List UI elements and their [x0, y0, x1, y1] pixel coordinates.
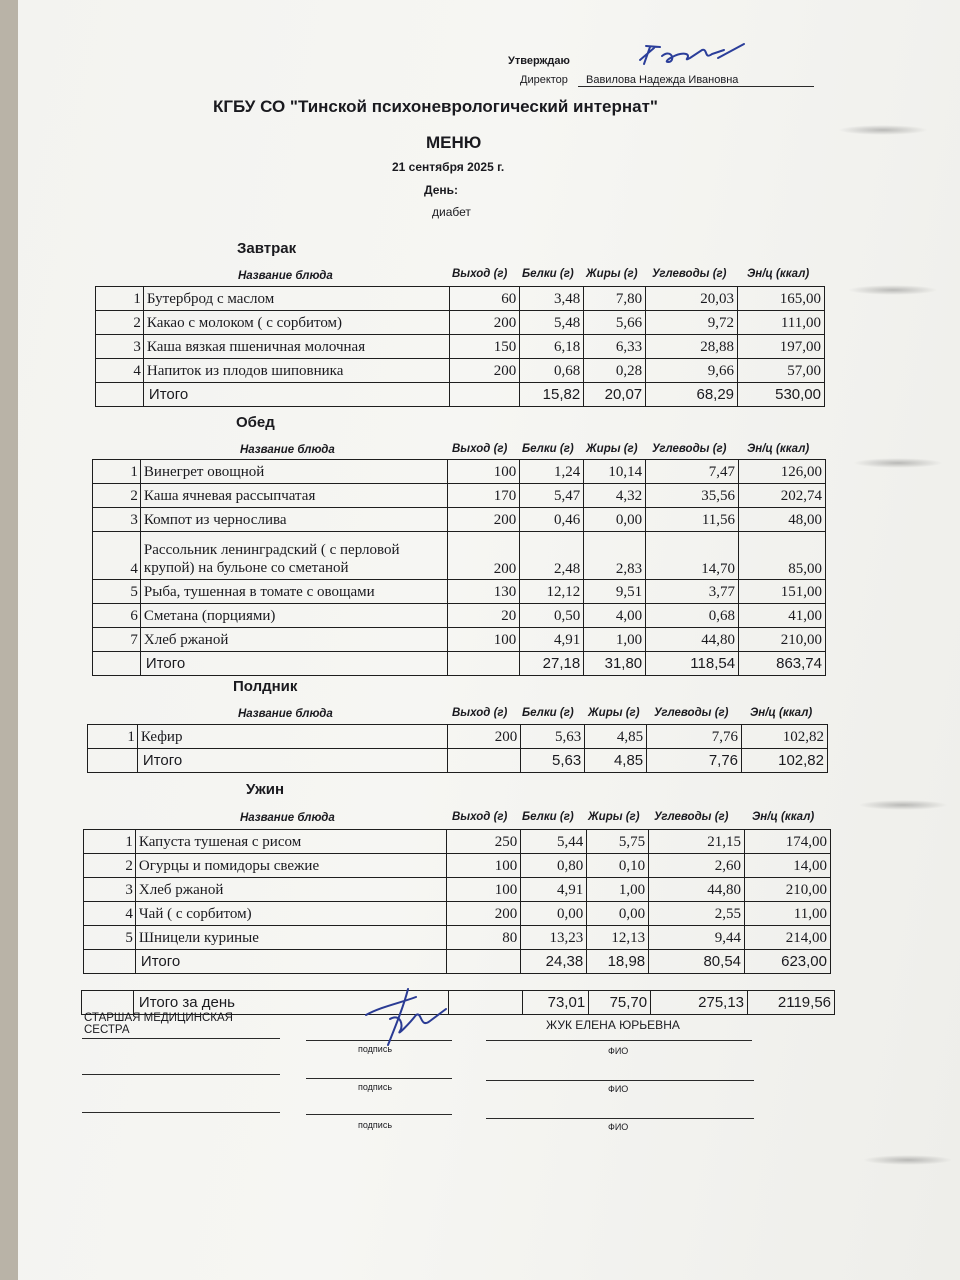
dinner-table	[83, 829, 831, 974]
fio-caption: ФИО	[608, 1046, 629, 1056]
dish-name: Каша вязкая пшеничная молочная	[143, 335, 449, 359]
table-row: 5 Шницели куриные 80 13,23 12,13 9,44 214,00	[84, 926, 831, 950]
total-row: Итого 15,82 20,07 68,29 530,00	[96, 383, 825, 407]
dish-name: Огурцы и помидоры свежие	[135, 854, 446, 878]
table-row: 1 Бутерброд с маслом 60 3,48 7,80 20,03 165,00	[96, 287, 825, 311]
director-signature	[632, 38, 752, 70]
header-kcal: Эн/ц (ккал)	[747, 268, 810, 280]
fio-caption: ФИО	[608, 1084, 629, 1094]
section-title-dinner: Ужин	[246, 781, 285, 798]
director-name: Вавилова Надежда Ивановна	[586, 74, 739, 86]
header-fat: Жиры (г)	[586, 268, 638, 280]
dish-name: Сметана (порциями)	[140, 604, 447, 628]
signer-name: ЖУК ЕЛЕНА ЮРЬЕВНА	[546, 1018, 680, 1032]
dish-name: Капуста тушеная с рисом	[135, 830, 446, 854]
dish-name: Рыба, тушенная в томате с овощами	[140, 580, 447, 604]
org-title: КГБУ СО "Тинской психоневрологический интернат"	[213, 97, 658, 116]
table-row: 1 Кефир 200 5,63 4,85 7,76 102,82	[88, 725, 828, 749]
menu-date: 21 сентября 2025 г.	[392, 160, 505, 174]
dish-name: Хлеб ржаной	[140, 628, 447, 652]
sign-caption: подпись	[358, 1120, 393, 1130]
dish-name: Каша ячневая рассыпчатая	[140, 484, 447, 508]
table-row: 5 Рыба, тушенная в томате с овощами 130 12,12 9,51 3,77 151,00	[93, 580, 826, 604]
table-row: 4 Напиток из плодов шиповника 200 0,68 0,28 9,66 57,00	[96, 359, 825, 383]
sign-caption: подпись	[358, 1082, 393, 1092]
signer-position: СТАРШАЯ МЕДИЦИНСКАЯ СЕСТРА	[84, 1012, 233, 1036]
breakfast-table	[95, 286, 825, 407]
table-row: 6 Сметана (порциями) 20 0,50 4,00 0,68 41,00	[93, 604, 826, 628]
header-carbs: Углеводы (г)	[652, 268, 727, 280]
sign-caption: подпись	[358, 1044, 393, 1054]
dish-name: Какао с молоком ( с сорбитом)	[143, 311, 449, 335]
lunch-table	[92, 459, 826, 676]
diet-type: диабет	[432, 205, 471, 219]
dish-name: Напиток из плодов шиповника	[143, 359, 449, 383]
dish-name: Хлеб ржаной	[135, 878, 446, 902]
total-label: Итого	[137, 749, 447, 773]
table-row: 4 Рассольник ленинградский ( с перловой крупой) на бульоне со сметаной 200 2,48 2,83 14,70 85,00	[93, 532, 826, 580]
director-label: Директор	[520, 74, 568, 86]
dish-name: Шницели куриные	[135, 926, 446, 950]
total-row: Итого 24,38 18,98 80,54 623,00	[84, 950, 831, 974]
table-row: 2 Каша ячневая рассыпчатая 170 5,47 4,32 35,56 202,74	[93, 484, 826, 508]
table-row: 2 Какао с молоком ( с сорбитом) 200 5,48 5,66 9,72 111,00	[96, 311, 825, 335]
table-row: 2 Огурцы и помидоры свежие 100 0,80 0,10 2,60 14,00	[84, 854, 831, 878]
total-label: Итого	[143, 383, 449, 407]
dish-name: Винегрет овощной	[140, 460, 447, 484]
doc-title: МЕНЮ	[426, 133, 482, 152]
total-row: Итого 5,63 4,85 7,76 102,82	[88, 749, 828, 773]
header-dish: Название блюда	[238, 270, 333, 282]
dish-name: Рассольник ленинградский ( с перловой крупой) на бульоне со сметаной	[140, 532, 447, 580]
table-row: 4 Чай ( с сорбитом) 200 0,00 0,00 2,55 11,00	[84, 902, 831, 926]
dish-name: Бутерброд с маслом	[143, 287, 449, 311]
table-row: 1 Капуста тушеная с рисом 250 5,44 5,75 21,15 174,00	[84, 830, 831, 854]
fio-caption: ФИО	[608, 1122, 629, 1132]
header-output: Выход (г)	[452, 268, 508, 280]
table-row: 7 Хлеб ржаной 100 4,91 1,00 44,80 210,00	[93, 628, 826, 652]
day-total-label: Итого за день	[133, 991, 448, 1015]
header-protein: Белки (г)	[522, 268, 574, 280]
dish-name: Чай ( с сорбитом)	[135, 902, 446, 926]
total-row: Итого 27,18 31,80 118,54 863,74	[93, 652, 826, 676]
table-row: 3 Каша вязкая пшеничная молочная 150 6,18 6,33 28,88 197,00	[96, 335, 825, 359]
day-label: День:	[424, 183, 458, 197]
section-title-breakfast: Завтрак	[237, 240, 297, 257]
snack-table	[87, 724, 828, 773]
table-row: 1 Винегрет овощной 100 1,24 10,14 7,47 126,00	[93, 460, 826, 484]
section-title-lunch: Обед	[236, 414, 275, 431]
section-title-snack: Полдник	[233, 678, 298, 695]
table-row: 3 Компот из чернослива 200 0,46 0,00 11,56 48,00	[93, 508, 826, 532]
total-label: Итого	[135, 950, 446, 974]
day-total-row: Итого за день 73,01 75,70 275,13 2119,56	[82, 991, 835, 1015]
dish-name: Компот из чернослива	[140, 508, 447, 532]
table-row: 3 Хлеб ржаной 100 4,91 1,00 44,80 210,00	[84, 878, 831, 902]
dish-name: Кефир	[137, 725, 447, 749]
approve-label: Утверждаю	[508, 55, 570, 67]
total-label: Итого	[140, 652, 447, 676]
